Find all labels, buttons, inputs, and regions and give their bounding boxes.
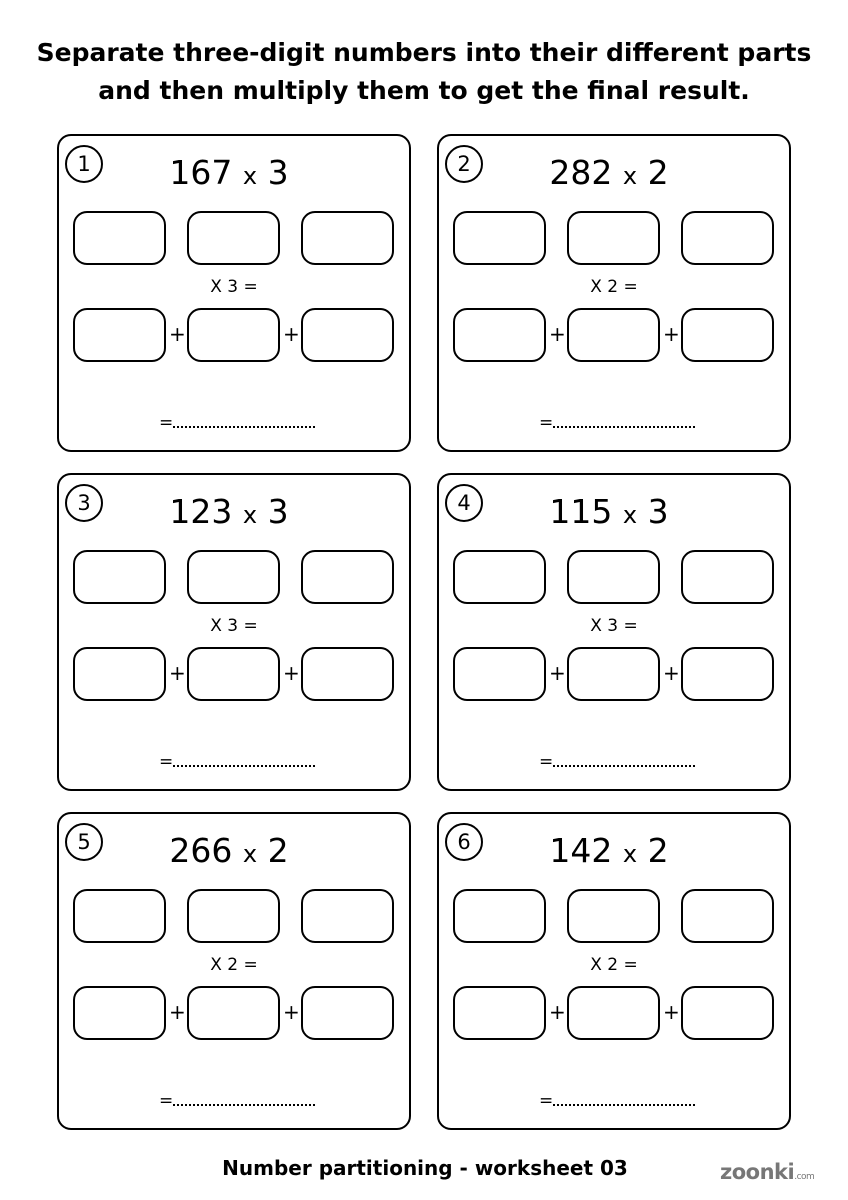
plus-sign: + [169,661,186,685]
ones-part-box[interactable] [301,889,394,943]
zoonki-logo [720,1160,814,1184]
tens-part-box[interactable] [187,211,280,265]
problem-number: 115 [549,492,613,531]
problem-number: 282 [549,153,613,192]
hundreds-part-box[interactable] [453,550,546,604]
problem-factor: 2 [647,831,669,870]
plus-sign: + [663,661,680,685]
problem-expression [499,830,719,875]
tens-part-box[interactable] [187,550,280,604]
ones-product-box[interactable] [681,647,774,701]
problem-number-badge: 6 [445,823,483,861]
ones-product-box[interactable] [681,986,774,1040]
times-sign: x [242,501,258,529]
multiply-label: X 2 = [210,955,258,975]
multiply-label: X 3 = [590,616,638,636]
times-sign: x [622,501,638,529]
problem-expression [499,491,719,536]
times-sign: x [242,840,258,868]
tens-product-box[interactable] [187,986,280,1040]
multiply-label: X 2 = [590,277,638,297]
answer-blank[interactable] [173,416,315,428]
problem-expression [119,491,339,536]
problem-card-1 [57,134,411,452]
problem-number: 266 [169,831,233,870]
hundreds-product-box[interactable] [73,647,166,701]
title-line-1: Separate three-digit numbers into their different parts [36,38,812,67]
worksheet-footer: Number partitioning - worksheet 03 [222,1156,628,1180]
hundreds-product-box[interactable] [73,308,166,362]
ones-part-box[interactable] [681,889,774,943]
problem-number-badge: 5 [65,823,103,861]
times-sign: x [242,162,258,190]
ones-part-box[interactable] [681,211,774,265]
hundreds-product-box[interactable] [73,986,166,1040]
problem-expression [119,830,339,875]
hundreds-product-box[interactable] [453,308,546,362]
ones-product-box[interactable] [301,308,394,362]
logo-name: zoonki [720,1160,795,1184]
worksheet-title [0,34,848,110]
problem-number: 142 [549,831,613,870]
problem-factor: 3 [647,492,669,531]
ones-product-box[interactable] [301,986,394,1040]
equals-sign: = [539,1091,554,1111]
times-sign: x [622,840,638,868]
multiply-label: X 3 = [210,277,258,297]
equals-sign: = [159,413,174,433]
plus-sign: + [663,1000,680,1024]
tens-part-box[interactable] [567,550,660,604]
plus-sign: + [283,322,300,346]
answer-blank[interactable] [553,1094,695,1106]
final-result-line [159,751,315,773]
tens-product-box[interactable] [187,647,280,701]
problem-factor: 3 [267,492,289,531]
times-sign: x [622,162,638,190]
plus-sign: + [549,322,566,346]
ones-part-box[interactable] [301,550,394,604]
multiply-label: X 2 = [590,955,638,975]
answer-blank[interactable] [553,755,695,767]
problem-card-5 [57,812,411,1130]
ones-part-box[interactable] [681,550,774,604]
hundreds-part-box[interactable] [453,211,546,265]
plus-sign: + [169,322,186,346]
final-result-line [539,412,695,434]
equals-sign: = [159,1091,174,1111]
answer-blank[interactable] [173,755,315,767]
problem-factor: 2 [267,831,289,870]
problem-number-badge: 3 [65,484,103,522]
problem-number: 123 [169,492,233,531]
tens-product-box[interactable] [567,647,660,701]
hundreds-part-box[interactable] [73,211,166,265]
plus-sign: + [663,322,680,346]
equals-sign: = [159,752,174,772]
problem-number-badge: 2 [445,145,483,183]
ones-product-box[interactable] [681,308,774,362]
tens-part-box[interactable] [567,211,660,265]
plus-sign: + [169,1000,186,1024]
problem-factor: 3 [267,153,289,192]
final-result-line [159,1090,315,1112]
ones-product-box[interactable] [301,647,394,701]
logo-suffix: .com [794,1172,815,1182]
hundreds-part-box[interactable] [73,889,166,943]
ones-part-box[interactable] [301,211,394,265]
answer-blank[interactable] [553,416,695,428]
final-result-line [159,412,315,434]
tens-product-box[interactable] [567,308,660,362]
final-result-line [539,751,695,773]
hundreds-product-box[interactable] [453,986,546,1040]
equals-sign: = [539,413,554,433]
problem-card-2 [437,134,791,452]
equals-sign: = [539,752,554,772]
tens-product-box[interactable] [567,986,660,1040]
multiply-label: X 3 = [210,616,258,636]
tens-part-box[interactable] [567,889,660,943]
problem-number-badge: 1 [65,145,103,183]
problem-card-4 [437,473,791,791]
problem-expression [499,152,719,197]
plus-sign: + [283,1000,300,1024]
problem-expression [119,152,339,197]
answer-blank[interactable] [173,1094,315,1106]
hundreds-product-box[interactable] [453,647,546,701]
plus-sign: + [549,661,566,685]
plus-sign: + [283,661,300,685]
plus-sign: + [549,1000,566,1024]
hundreds-part-box[interactable] [453,889,546,943]
problem-number: 167 [169,153,233,192]
final-result-line [539,1090,695,1112]
title-line-2: and then multiply them to get the final result. [98,76,750,105]
problem-number-badge: 4 [445,484,483,522]
tens-part-box[interactable] [187,889,280,943]
problem-card-6 [437,812,791,1130]
problem-factor: 2 [647,153,669,192]
hundreds-part-box[interactable] [73,550,166,604]
problem-card-3 [57,473,411,791]
tens-product-box[interactable] [187,308,280,362]
